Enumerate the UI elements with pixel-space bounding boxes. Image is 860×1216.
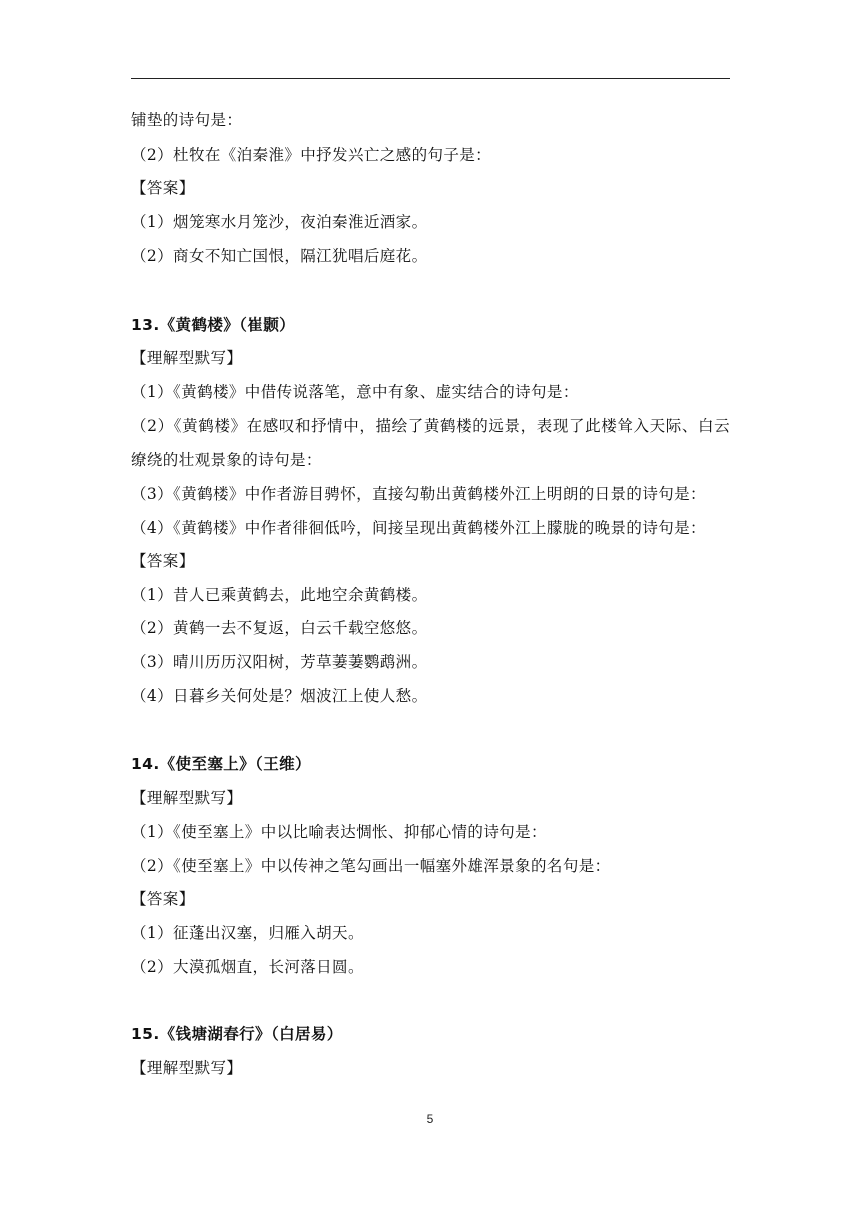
text-line: （2）杜牧在《泊秦淮》中抒发兴亡之感的句子是： xyxy=(131,146,492,164)
text-line: （2）大漠孤烟直，长河落日圆。 xyxy=(131,958,364,976)
text-line: 【答案】 xyxy=(131,552,195,570)
text-line: 铺垫的诗句是： xyxy=(131,111,243,129)
text-line: （2）商女不知亡国恨，隔江犹唱后庭花。 xyxy=(131,247,428,265)
text-line: 【理解型默写】 xyxy=(131,349,243,367)
text-line: （1）征蓬出汉塞，归雁入胡天。 xyxy=(131,924,364,942)
text-line: （1）《黄鹤楼》中借传说落笔，意中有象、虚实结合的诗句是： xyxy=(131,383,579,401)
text-line: （3）晴川历历汉阳树，芳草萋萋鹦鹉洲。 xyxy=(131,653,428,671)
section-heading: 14.《使至塞上》（王维） xyxy=(131,755,311,773)
text-line: 【理解型默写】 xyxy=(131,1059,243,1077)
text-line: （3）《黄鹤楼》中作者游目骋怀，直接勾勒出黄鹤楼外江上明朗的日景的诗句是： xyxy=(131,485,706,503)
text-line: （2）《使至塞上》中以传神之笔勾画出一幅塞外雄浑景象的名句是： xyxy=(131,857,611,875)
text-line: （2）黄鹤一去不复返，白云千载空悠悠。 xyxy=(131,619,428,637)
header-rule xyxy=(131,78,730,79)
text-line: （1）烟笼寒水月笼沙，夜泊秦淮近酒家。 xyxy=(131,213,428,231)
text-line: 【答案】 xyxy=(131,179,195,197)
text-line: （1）《使至塞上》中以比喻表达惆怅、抑郁心情的诗句是： xyxy=(131,823,547,841)
text-line: 【理解型默写】 xyxy=(131,789,243,807)
text-line: （4）《黄鹤楼》中作者徘徊低吟，间接呈现出黄鹤楼外江上朦胧的晚景的诗句是： xyxy=(131,519,706,537)
section-heading: 13.《黄鹤楼》（崔颢） xyxy=(131,316,296,334)
text-line: （1）昔人已乘黄鹤去，此地空余黄鹤楼。 xyxy=(131,586,428,604)
text-line: （4）日暮乡关何处是？烟波江上使人愁。 xyxy=(131,687,428,705)
page-number: 5 xyxy=(426,1112,434,1126)
text-line: 【答案】 xyxy=(131,890,195,908)
text-paragraph: （2）《黄鹤楼》在感叹和抒情中，描绘了黄鹤楼的远景，表现了此楼耸入天际、白云缭绕的壮观景象的诗句是： xyxy=(131,417,730,469)
section-heading: 15.《钱塘湖春行》（白居易） xyxy=(131,1025,343,1043)
